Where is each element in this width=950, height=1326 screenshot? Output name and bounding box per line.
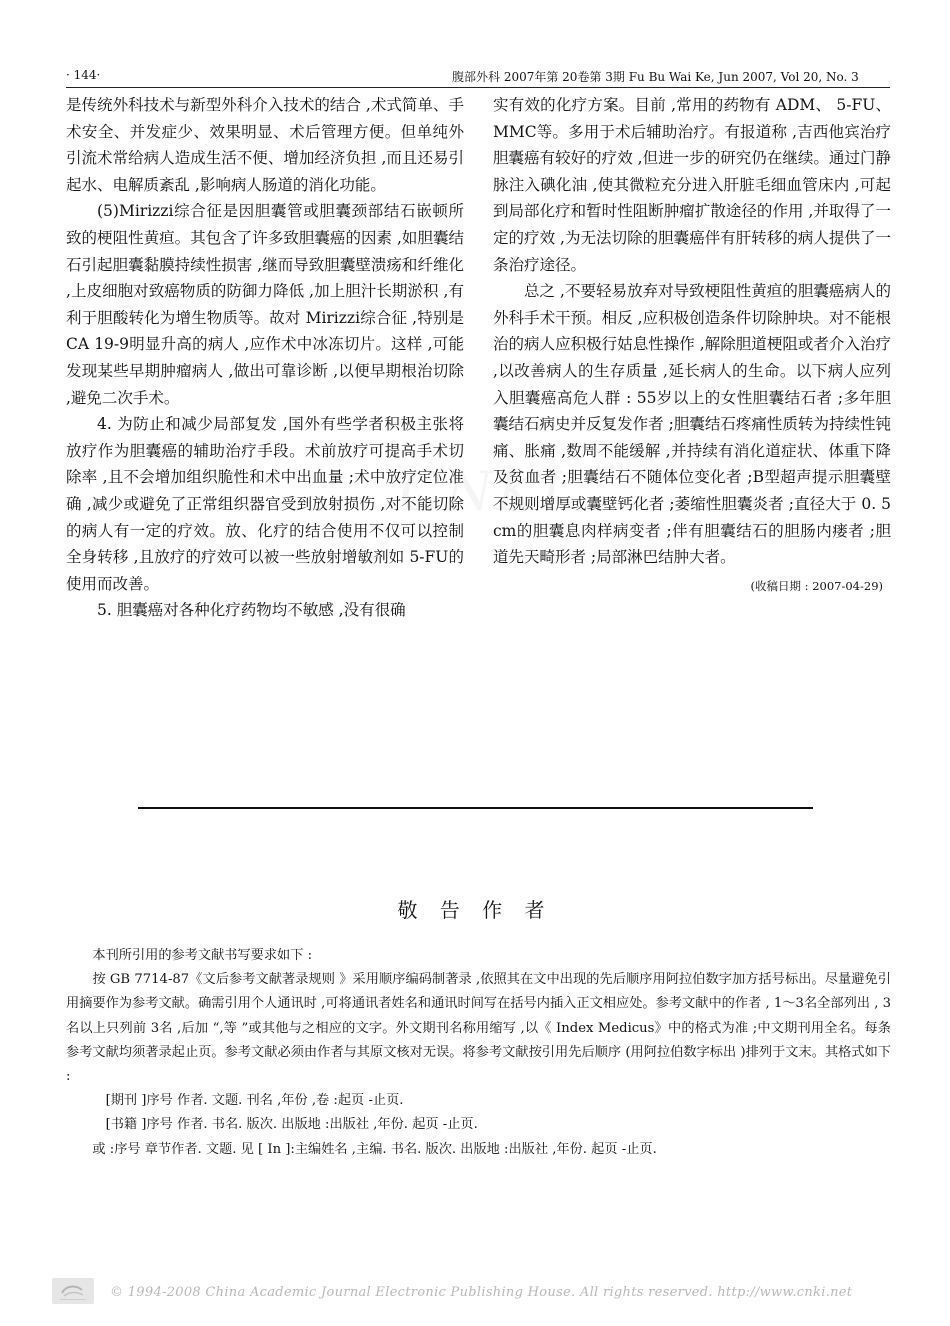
- paragraph: (5)Mirizzi综合征是因胆囊管或胆囊颈部结石嵌顿所致的梗阻性黄疸。其包含了许多致胆囊癌的因素 ,如胆囊结石引起胆囊黏膜持续性损害 ,继而导致胆囊壁溃疡和纤维化 ,上皮细胞对致癌物质的防御力降低 ,加上胆汁长期淤积 ,有利于胆酸转化为增生物质等。故对 Mirizzi综合征 ,特别是 CA 19-9明显升高的病人 ,应作术中冰冻切片。这样 ,可能发现某些早期肿瘤病人 ,做出可靠诊断 ,以便早期根治切除 ,避免二次手术。: [66, 202, 464, 407]
- notice-paragraph: 按 GB 7714-87《文后参考文献著录规则 》采用顺序编码制著录 ,依照其在文中出现的先后顺序用阿拉伯数字加方括号标出。尽量避免引用摘要作为参考文献。确需引用个人通讯时 ,可将通讯者姓名和通讯时间写在括号内插入正文相应处。参考文献中的作者 , 1～3名全部列出 , 3名以上只列前 3名 ,后加 “,等 ”或其他与之相应的文字。外文期刊名称用缩写 ,以《 Index Medicus》中的格式为准 ;中文期刊用全名。每条参考文献均须著录起止页。参考文献必须由作者与其原文核对无误。将参考文献按引用先后顺序 (用阿拉伯数字标出 )排列于文末。其格式如下 :: [66, 972, 891, 1085]
- reference-format-book: [书籍 ]序号 作者. 书名. 版次. 出版地 :出版社 ,年份. 起页 -止页.: [105, 1117, 478, 1133]
- reference-format-journal: [期刊 ]序号 作者. 文题. 刊名 ,年份 ,卷 :起页 -止页.: [105, 1093, 404, 1109]
- cnki-logo-icon: [52, 1278, 94, 1304]
- section-separator: [138, 807, 813, 809]
- notice-body: [66, 944, 891, 1162]
- left-column: [66, 92, 464, 624]
- page-number: · 144·: [66, 68, 101, 82]
- reference-format-chapter: 或 :序号 章节作者. 文题. 见 [ In ]:主编姓名 ,主编. 书名. 版次. 出版地 :出版社 ,年份. 起页 -止页.: [92, 1141, 657, 1157]
- journal-header: 腹部外科 2007年第 20卷第 3期 Fu Bu Wai Ke, Jun 2007, Vol 20, No. 3: [452, 70, 859, 84]
- paragraph: 是传统外科技术与新型外科介入技术的结合 ,术式简单、手术安全、并发症少、效果明显、术后管理方便。但单纯外引流术常给病人造成生活不便、增加经济负担 ,而且还易引起水、电解质紊乱 ,影响病人肠道的消化功能。: [66, 96, 464, 194]
- right-column: [493, 92, 891, 599]
- notice-paragraph: 本刊所引用的参考文献书写要求如下 :: [92, 948, 313, 963]
- paragraph: 总之 ,不要轻易放弃对导致梗阻性黄疸的胆囊癌病人的外科手术干预。相反 ,应积极创造条件切除肿块。对不能根治的病人应积极行姑息性操作 ,解除胆道梗阻或者介入治疗 ,以改善病人的生存质量 ,延长病人的生命。以下病人应列入胆囊癌高危人群 : 55岁以上的女性胆囊结石者 ;多年胆囊结石病史并反复发作者 ;胆囊结石疼痛性质转为持续性钝痛、胀痛 ,数周不能缓解 ,并持续有消化道症状、体重下降及贫血者 ;胆囊结石不随体位变化者 ;B型超声提示胆囊壁不规则增厚或囊壁钙化者 ;萎缩性胆囊炎者 ;直径大于 0. 5 cm的胆囊息肉样病变者 ;伴有胆囊结石的胆肠内瘘者 ;胆道先天畸形者 ;局部淋巴结肿大者。: [493, 282, 891, 567]
- paragraph: 实有效的化疗方案。目前 ,常用的药物有 ADM、 5-FU、MMC等。多用于术后辅助治疗。有报道称 ,吉西他宾治疗胆囊癌有较好的疗效 ,但进一步的研究仍在继续。通过门静脉注入碘化油 ,使其微粒充分进入肝脏毛细血管床内 ,可起到局部化疗和暂时性阻断肿瘤扩散途径的作用 ,并取得了一定的疗效 ,为无法切除的胆囊癌伴有肝转移的病人提供了一条治疗途径。: [493, 96, 891, 274]
- header-rule: [66, 87, 890, 88]
- paragraph: 4. 为防止和减少局部复发 ,国外有些学者积极主张将放疗作为胆囊癌的辅助治疗手段。术前放疗可提高手术切除率 ,且不会增加组织脆性和术中出血量 ;术中放疗定位准确 ,减少或避免了正常组织器官受到放射损伤 ,对不能切除的病人有一定的疗效。放、化疗的结合使用不仅可以控制全身转移 ,且放疗的疗效可以被一些放射增敏剂如 5-FU的使用而改善。: [66, 415, 464, 593]
- notice-title: 敬 告 作 者: [397, 898, 553, 922]
- received-date: (收稿日期 : 2007-04-29): [750, 578, 883, 593]
- paragraph: 5. 胆囊癌对各种化疗药物均不敏感 ,没有很确: [97, 601, 406, 620]
- copyright-footer: © 1994-2008 China Academic Journal Electronic Publishing House. All rights reserved. http://www.cnki.net: [110, 1285, 853, 1300]
